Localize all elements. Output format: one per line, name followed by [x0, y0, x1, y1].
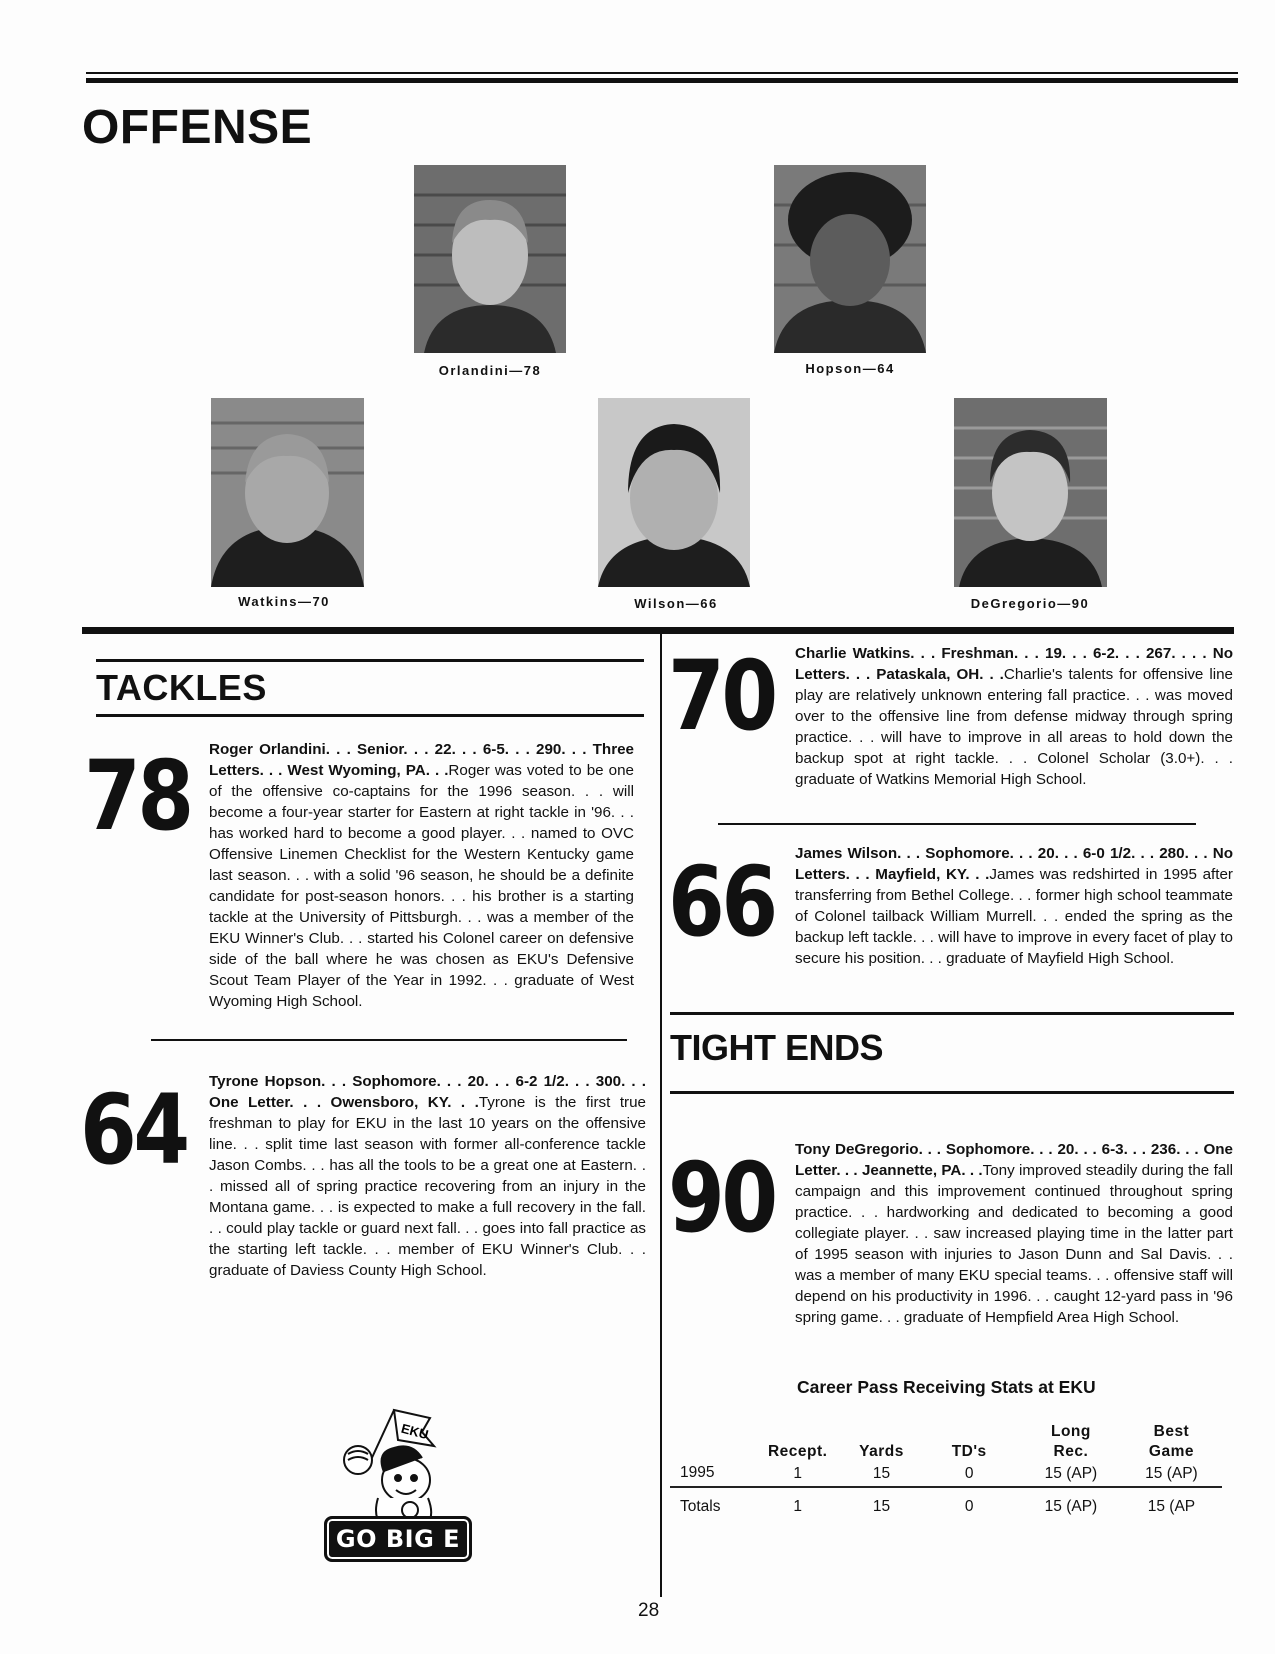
stats-row-1995	[670, 1462, 1222, 1487]
photo-wilson	[598, 398, 750, 587]
tackles-rule-top	[96, 659, 644, 662]
table-cell: 15	[872, 1498, 891, 1515]
bio-hopson	[209, 1071, 646, 1281]
portrait-image	[774, 165, 926, 353]
bio-wilson	[795, 843, 1233, 969]
table-cell: 1	[793, 1498, 802, 1515]
bio-body: Tyrone is the first true freshman to play for EKU in the last 10 years on the offensive line. . . split time last season with former all-conference tackle Jason Combs. . . has all the tools to be a great one at Eastern. . . missed all of spring practice recovering from an injury in the Montana game. . . is expected to make a full recovery in the fall. . . could play tackle or guard next fall. . . goes into fall practice as the starting left tackle. . . member of EKU Winner's Club. . . graduate of Daviess County High School.	[209, 1094, 646, 1279]
stats-title: Career Pass Receiving Stats at EKU	[797, 1377, 1096, 1397]
table-cell: 0	[964, 1465, 974, 1482]
bio-header: Charlie Watkins. . . Freshman. . . 19. . . 6-2. . . 267. . . . No Letters. . . Pataskala, OH. . .	[795, 645, 1233, 683]
tight-ends-rule-bottom	[670, 1091, 1234, 1094]
tackles-heading: TACKLES	[96, 667, 267, 708]
table-cell: 15	[872, 1465, 891, 1482]
top-rule-thick	[86, 78, 1238, 83]
go-big-e-badge: GO BIG E	[324, 1516, 472, 1562]
table-cell: 15 (AP	[1147, 1498, 1196, 1515]
bio-degregorio	[795, 1139, 1233, 1328]
stats-table	[670, 1422, 1222, 1516]
column-divider	[660, 634, 662, 1597]
stats-col-recept: Recept.	[767, 1443, 828, 1460]
jersey-number-64: 64	[80, 1074, 187, 1186]
tight-ends-rule-top	[670, 1012, 1234, 1015]
table-cell: 1	[793, 1465, 802, 1482]
player-divider	[718, 823, 1196, 825]
portrait-image	[211, 398, 364, 587]
table-cell: Totals	[680, 1498, 721, 1515]
bio-header: James Wilson. . . Sophomore. . . 20. . . 6-0 1/2. . . 280. . . No Letters. . . Mayfield, KY. . .	[795, 845, 1233, 883]
stats-col-label	[670, 1422, 750, 1462]
stats-col-tds: TD's	[951, 1443, 987, 1460]
photo-watkins	[211, 398, 364, 587]
caption-hopson: Hopson—64	[805, 361, 895, 376]
caption-orlandini: Orlandini—78	[438, 363, 542, 378]
stats-col-yards: Yards	[859, 1443, 904, 1460]
bio-body: Charlie's talents for offensive line play are relatively unknown entering fall practice. . . was moved over to the offensive line from defense midway through spring practice. . . will have to improve in all areas to hold down the backup spot at right tackle. . . Colonel Scholar (3.0+). . . graduate of Watkins Memorial High School.	[795, 666, 1233, 788]
go-big-e-logo	[318, 1402, 478, 1562]
top-rule-thin	[86, 72, 1238, 74]
caption-degregorio: DeGregorio—90	[970, 596, 1090, 611]
portrait-image	[954, 398, 1107, 587]
bio-watkins	[795, 643, 1233, 790]
photo-degregorio	[954, 398, 1107, 587]
bio-header: Tony DeGregorio. . . Sophomore. . . 20. . . 6-3. . . 236. . . One Letter. . . Jeannette, PA. . .	[795, 1141, 1233, 1179]
caption-watkins: Watkins—70	[238, 594, 330, 609]
jersey-number-90: 90	[668, 1142, 775, 1254]
bio-header: Roger Orlandini. . . Senior. . . 22. . . 6-5. . . 290. . . Three Letters. . . West Wyoming, PA. . .	[209, 741, 634, 779]
tight-ends-heading: TIGHT ENDS	[670, 1027, 884, 1068]
caption-wilson: Wilson—66	[634, 596, 718, 611]
table-cell: 15 (AP)	[1044, 1465, 1098, 1482]
page-number: 28	[638, 1600, 660, 1621]
bio-body: James was redshirted in 1995 after transferring from Bethel College. . . former high school teammate of Colonel tailback William Murrell. . . ended the spring as the backup left tackle. . . will have to improve in every facet of play to secure his position. . . graduate of Mayfield High School.	[795, 866, 1233, 967]
stats-header-row	[670, 1422, 1222, 1462]
player-divider	[151, 1039, 627, 1041]
flag-text: EKU	[399, 1420, 431, 1443]
bio-body: Tony improved steadily during the fall campaign and this improvement continued throughout spring practice. . . hardworking and dedicated to becoming a good collegiate player. . . saw increased playing time in the latter part of 1995 season with injuries to Jason Dunn and Sal Davis. . . was a member of many EKU special teams. . . offensive staff will depend on his productivity in 1996. . . caught 12-yard pass in '96 spring game. . . graduate of Hempfield Area High School.	[795, 1162, 1233, 1326]
page-title: OFFENSE	[82, 101, 313, 154]
jersey-number-78: 78	[84, 740, 191, 852]
bio-header: Tyrone Hopson. . . Sophomore. . . 20. . . 6-2 1/2. . . 300. . . One Letter. . . Owensboro, KY. . .	[209, 1073, 646, 1111]
photo-hopson	[774, 165, 926, 353]
portrait-image	[414, 165, 566, 353]
jersey-number-70: 70	[668, 640, 775, 752]
jersey-number-66: 66	[668, 846, 775, 958]
photo-orlandini	[414, 165, 566, 353]
stats-row-totals	[670, 1487, 1222, 1516]
table-cell: 15 (AP)	[1145, 1465, 1198, 1482]
bio-orlandini	[209, 739, 634, 1012]
bio-body: Roger was voted to be one of the offensive co-captains for the 1996 season. . . will become a four-year starter for Eastern at right tackle in '96. . . has worked hard to become a good player. . . named to OVC Offensive Linemen Checklist for the Western Kentucky game last season. . . with a solid '96 season, he should be a definite candidate for post-season honors. . . his brother is a starting tackle at the University of Pittsburgh. . . was a member of the EKU Winner's Club. . . started his Colonel career on defensive side of the ball where he was chosen as EKU's Defensive Scout Team Player of the Year in 1992. . . graduate of West Wyoming High School.	[209, 762, 634, 1010]
table-cell: 1995	[680, 1464, 715, 1481]
section-divider	[82, 627, 1234, 634]
tackles-rule-bottom	[96, 714, 644, 717]
table-cell: 15 (AP)	[1044, 1498, 1098, 1515]
stats-col-long-rec: Long Rec.	[1050, 1423, 1091, 1460]
stats-col-best-game: Best Game	[1148, 1423, 1194, 1460]
portrait-image	[598, 398, 750, 587]
table-cell: 0	[964, 1498, 974, 1515]
